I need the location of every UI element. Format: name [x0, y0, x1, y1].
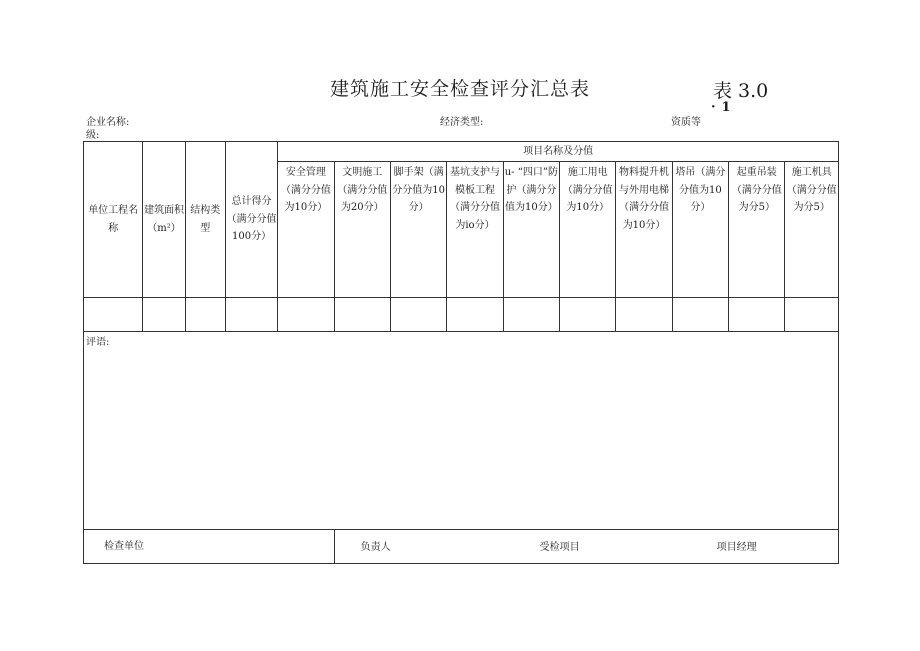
col-item-safety-management: 安全管理（满分分值为10分） [278, 162, 334, 298]
table-number: 表 3.0 [713, 80, 769, 102]
col-total-score: 总计得分（满分分值100分） [225, 142, 277, 298]
cell-score[interactable] [672, 298, 728, 332]
signature-row [84, 530, 839, 564]
comment-label: 评语: [86, 337, 110, 348]
col-item-four-openings: u- “四口”防护（满分分值为10分） [503, 162, 559, 298]
col-item-construction-electricity: 施工用电（满分分值为10分） [560, 162, 616, 298]
enterprise-name-label: 企业名称: [86, 117, 130, 128]
comment-area[interactable] [84, 332, 839, 530]
cell-score[interactable] [278, 298, 334, 332]
col-building-area: 建筑面积（m²） [143, 142, 185, 298]
cell-score[interactable] [390, 298, 446, 332]
cell-area[interactable] [143, 298, 185, 332]
cell-score[interactable] [785, 298, 839, 332]
cell-score[interactable] [616, 298, 672, 332]
col-item-scaffolding: 脚手架（满分分值为10分） [390, 162, 446, 298]
cell-total[interactable] [225, 298, 277, 332]
group-header: 项目名称及分值 [278, 142, 839, 162]
inspect-unit-label: 检查单位 [84, 530, 335, 564]
cell-score[interactable] [334, 298, 390, 332]
table-number-suffix: · 1 [711, 100, 731, 115]
summary-table [83, 141, 839, 564]
cell-unit[interactable] [84, 298, 143, 332]
qualification-label-cont: 级: [86, 130, 100, 141]
col-item-tower-crane: 塔吊（满分分值为10分） [672, 162, 728, 298]
cell-score[interactable] [729, 298, 785, 332]
col-item-material-hoist: 物料提升机与外用电梯（满分分值为10分） [616, 162, 672, 298]
cell-score[interactable] [447, 298, 503, 332]
economic-type-label: 经济类型: [440, 117, 484, 128]
cell-score[interactable] [560, 298, 616, 332]
col-unit-project: 单位工程名称 [84, 142, 143, 298]
col-item-lifting: 起重吊装（满分分值为分5） [729, 162, 785, 298]
table-row [84, 298, 839, 332]
col-item-foundation-formwork: 基坑支护与模板工程（满分分值为io分） [447, 162, 503, 298]
col-structure-type: 结构类型 [185, 142, 225, 298]
qualification-label: 资质等 [671, 117, 701, 128]
cell-score[interactable] [503, 298, 559, 332]
col-item-civilized-construction: 文明施工（满分分值为20分） [334, 162, 390, 298]
signature-fields [334, 530, 838, 564]
col-item-construction-machinery: 施工机具（满分分值为分5） [785, 162, 839, 298]
document-title: 建筑施工安全检查评分汇总表 [330, 78, 591, 100]
person-in-charge-label: 负责人 [360, 542, 391, 553]
project-manager-label: 项目经理 [716, 542, 757, 553]
cell-structure[interactable] [185, 298, 225, 332]
inspected-project-label: 受检项目 [539, 542, 580, 553]
